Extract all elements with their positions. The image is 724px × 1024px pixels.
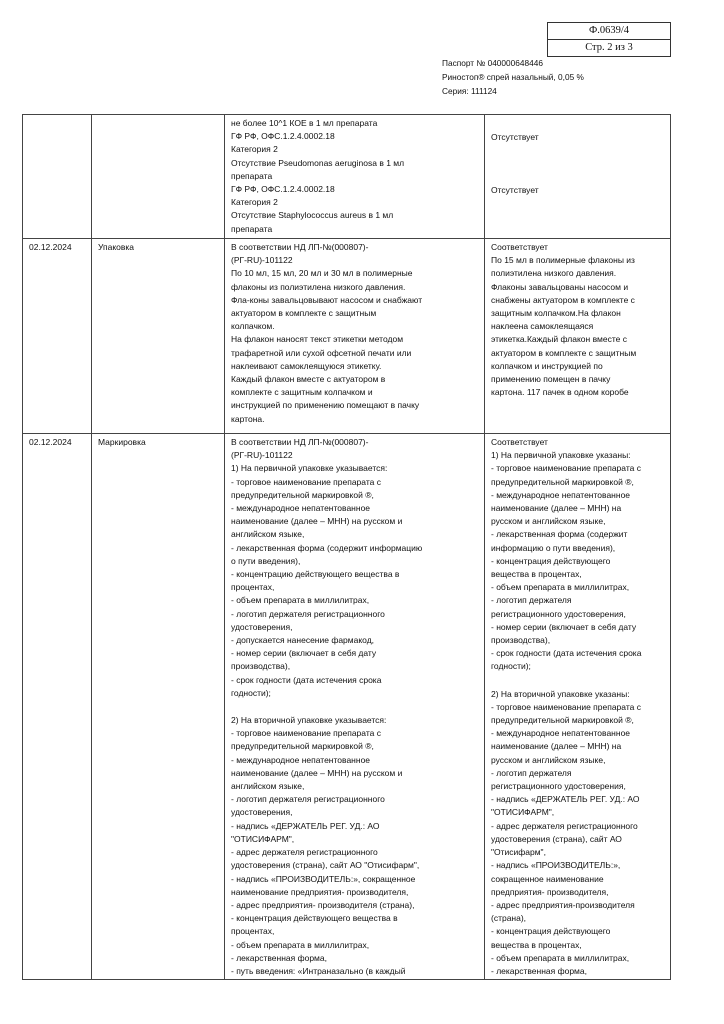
text-line: 1) На первичной упаковке указывается: [231, 463, 388, 474]
text-line: В соответствии НД ЛП-№(000807)- [231, 242, 369, 252]
text-line: 1) На первичной упаковке указаны: [491, 450, 631, 461]
requirement-cell [225, 115, 485, 239]
text-line: информацию о пути введения), [491, 542, 616, 553]
text-line: По 15 мл в полимерные флаконы из [491, 255, 635, 266]
text-line: наклеивают самоклеящуюся этикетку. [231, 360, 382, 371]
date-cell [23, 239, 92, 434]
text-line: Каждый флакон вместе с актуатором в [231, 374, 386, 385]
text-line: колпачком и инструкцией по [491, 360, 603, 371]
text-line: вещества в процентах, [491, 939, 582, 950]
text-line: В соответствии НД ЛП-№(000807)- [231, 437, 369, 447]
result-text: Отсутствует [491, 132, 539, 142]
text-line: (РГ-RU)-101122 [231, 255, 293, 266]
text-line: - логотип держателя [491, 595, 572, 606]
test-cell [92, 434, 225, 980]
table-row [23, 239, 671, 434]
date-cell [23, 434, 92, 980]
form-code-box [547, 22, 671, 57]
text-line: инструкцией по применению помещают в пачку [231, 400, 420, 411]
text-line: флаконы из полиэтилена низкого давления. [231, 281, 406, 292]
text-line: - концентрация действующего вещества в [231, 913, 398, 924]
text-line: 2) На вторичной упаковке указывается: [231, 715, 387, 726]
date-text: 02.12.2024 [29, 242, 72, 252]
text-line: "Отисифарм", [491, 847, 546, 858]
date-text: 02.12.2024 [29, 437, 72, 447]
text-line: процентах, [231, 926, 275, 937]
text-line: полиэтилена низкого давления. [491, 268, 617, 279]
text-line: - концентрация действующего [491, 926, 611, 937]
text-line: наименование (далее – МНН) на русском и [231, 516, 403, 527]
text-line: трафаретной или сухой офсетной печати или [231, 347, 412, 358]
text-line: - надпись «ПРОИЗВОДИТЕЛЬ:», сокращенное [231, 873, 416, 884]
text-line: наименование предприятия- производителя, [231, 886, 409, 897]
result-cell [485, 115, 671, 239]
text-line: о пути введения), [231, 555, 301, 566]
text-line: - адрес держателя регистрационного [231, 847, 378, 858]
text-line: - международное непатентованное [231, 503, 371, 514]
text-line: 2) На вторичной упаковке указаны: [491, 688, 630, 699]
text-line: препарата [231, 223, 273, 234]
text-line: Категория 2 [231, 144, 278, 155]
text-line: - объем препарата в миллилитрах, [491, 582, 630, 593]
text-line: - адрес держателя регистрационного [491, 820, 638, 831]
text-line: вещества в процентах, [491, 569, 582, 580]
text-line: - логотип держателя регистрационного [231, 794, 385, 805]
table-row [23, 434, 671, 980]
text-line: применению помещен в пачку [491, 374, 611, 385]
text-line: - адрес предприятия- производителя (страна), [231, 899, 415, 910]
text-line: ГФ РФ, ОФС.1.2.4.0002.18 [231, 184, 335, 195]
text-line: - надпись «ДЕРЖАТЕЛЬ РЕГ. УД.: АО [231, 820, 380, 831]
text-line: комплекте с защитным колпачком и [231, 387, 373, 398]
text-line: картона. 117 пачек в одном коробе [491, 387, 629, 398]
text-line: Соответствует [491, 242, 548, 252]
date-cell [23, 115, 92, 239]
text-line: снабжены актуатором в комплекте с [491, 294, 635, 305]
text-line: - международное непатентованное [491, 728, 631, 739]
text-line: английском языке, [231, 529, 305, 540]
text-line: - срок годности (дата истечения срока [231, 674, 382, 685]
text-line: - лекарственная форма, [491, 965, 587, 976]
text-line: Категория 2 [231, 197, 278, 208]
text-line: наклеена самоклеящаяся [491, 321, 594, 332]
text-line: - адрес предприятия-производителя [491, 899, 635, 910]
text-line: удостоверения (страна), сайт АО "Отисифарм", [231, 860, 420, 871]
requirement-cell [225, 239, 485, 434]
passport-number: Паспорт № 040000648446 [442, 58, 543, 68]
text-line: - лекарственная форма, [231, 952, 327, 963]
test-cell [92, 239, 225, 434]
text-line: По 10 мл, 15 мл, 20 мл и 30 мл в полимерные [231, 268, 413, 279]
text-line: - международное непатентованное [491, 489, 631, 500]
document-header [442, 56, 584, 98]
series-number: Серия: 111124 [442, 86, 497, 96]
text-line: Флаконы завальцованы насосом и [491, 281, 629, 292]
text-line: На флакон наносят текст этикетки методом [231, 334, 404, 345]
text-line: "ОТИСИФАРМ", [231, 833, 295, 844]
text-line: ГФ РФ, ОФС.1.2.4.0002.18 [231, 131, 335, 142]
text-line: "ОТИСИФАРМ", [491, 807, 555, 818]
test-name: Маркировка [98, 437, 146, 447]
text-line: удостоверения, [231, 621, 293, 632]
text-line: Отсутствие Staphylococcus aureus в 1 мл [231, 210, 394, 221]
text-line: - торговое наименование препарата с [491, 463, 641, 474]
text-line: (страна), [491, 913, 527, 924]
result-cell [485, 434, 671, 980]
text-line: английском языке, [231, 781, 305, 792]
text-line: (РГ-RU)-101122 [231, 450, 293, 461]
text-line: - концентрация действующего [491, 555, 611, 566]
text-line: - логотип держателя [491, 767, 572, 778]
text-line: годности); [491, 661, 531, 672]
analysis-table [22, 114, 671, 980]
text-line: годности); [231, 687, 271, 698]
text-line: предупредительной маркировкой ®, [231, 489, 374, 500]
text-line: регистрационного удостоверения, [491, 608, 626, 619]
table-row [23, 115, 671, 239]
text-line: - торговое наименование препарата с [491, 701, 641, 712]
text-line: - лекарственная форма (содержит [491, 529, 628, 540]
text-line: актуатором в комплекте с защитным [491, 347, 637, 358]
text-line: не более 10^1 КОЕ в 1 мл препарата [231, 118, 378, 128]
text-line: наименование (далее – МНН) на [491, 503, 622, 514]
text-line: производства), [231, 661, 291, 672]
text-line: - номер серии (включает в себя дату [491, 621, 637, 632]
text-line: предприятия- производителя, [491, 886, 609, 897]
text-line: предупредительной маркировкой ®, [491, 476, 634, 487]
text-line: - объем препарата в миллилитрах, [231, 939, 370, 950]
text-line: - лекарственная форма (содержит информацию [231, 542, 423, 553]
text-line: актуатором в комплекте с защитным [231, 308, 377, 319]
text-line: этикетка.Каждый флакон вместе с [491, 334, 627, 345]
text-line: Соответствует [491, 437, 548, 447]
text-line: предупредительной маркировкой ®, [231, 741, 374, 752]
text-line: - срок годности (дата истечения срока [491, 648, 642, 659]
text-line: предупредительной маркировкой ®, [491, 715, 634, 726]
text-line: - путь введения: «Интраназально (в каждый [231, 965, 406, 976]
text-line: - объем препарата в миллилитрах, [491, 952, 630, 963]
text-line: защитным колпачком.На флакон [491, 308, 621, 319]
text-line: русском и английском языке, [491, 754, 606, 765]
text-line: - торговое наименование препарата с [231, 728, 381, 739]
text-line: - надпись «ПРОИЗВОДИТЕЛЬ:», [491, 860, 621, 871]
text-line: - торговое наименование препарата с [231, 476, 381, 487]
text-line: процентах, [231, 582, 275, 593]
text-line: препарата [231, 170, 273, 181]
text-line: - международное непатентованное [231, 754, 371, 765]
product-name: Риностоп® спрей назальный, 0,05 % [442, 72, 584, 82]
form-code: Ф.0639/4 [588, 25, 630, 36]
page-number: Стр. 2 из 3 [548, 39, 670, 56]
text-line: колпачком. [231, 321, 275, 332]
text-line: - логотип держателя регистрационного [231, 608, 385, 619]
text-line: наименование (далее – МНН) на русском и [231, 767, 403, 778]
test-name: Упаковка [98, 242, 135, 252]
text-line: удостоверения, [231, 807, 293, 818]
result-cell [485, 239, 671, 434]
text-line: картона. [231, 413, 265, 424]
text-line: - объем препарата в миллилитрах, [231, 595, 370, 606]
requirement-cell [225, 434, 485, 980]
text-line: - допускается нанесение фармакод, [231, 635, 375, 646]
text-line: - номер серии (включает в себя дату [231, 648, 377, 659]
test-cell [92, 115, 225, 239]
text-line: - надпись «ДЕРЖАТЕЛЬ РЕГ. УД.: АО [491, 794, 640, 805]
result-text: Отсутствует [491, 185, 539, 196]
text-line: удостоверения (страна), сайт АО [491, 833, 622, 844]
text-line: Отсутствие Pseudomonas aeruginosa в 1 мл [231, 157, 405, 168]
text-line: регистрационного удостоверения, [491, 781, 626, 792]
text-line: наименование (далее – МНН) на [491, 741, 622, 752]
text-line: русском и английском языке, [491, 516, 606, 527]
text-line: Фла-коны завальцовывают насосом и снабжают [231, 294, 423, 305]
text-line: производства), [491, 635, 551, 646]
text-line: сокращенное наименование [491, 873, 604, 884]
text-line: - концентрацию действующего вещества в [231, 569, 400, 580]
